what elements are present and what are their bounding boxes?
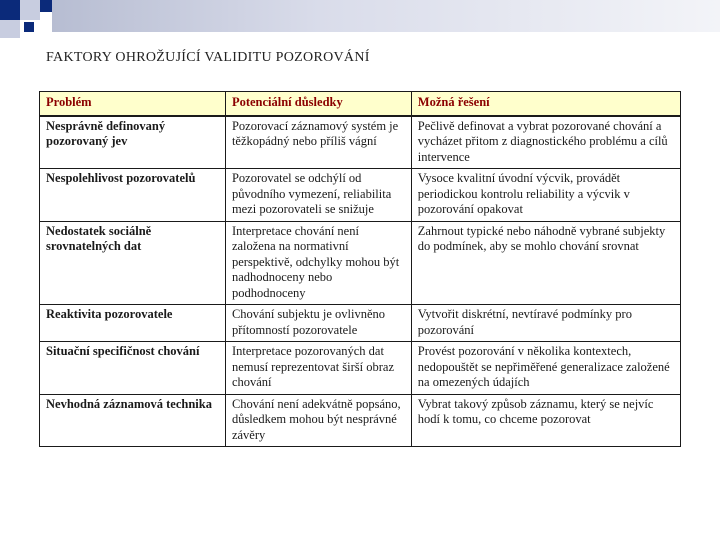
header-consequences: Potenciální důsledky bbox=[225, 92, 411, 116]
cell-solution: Vytvořit diskrétní, nevtíravé podmínky pro pozorování bbox=[411, 305, 680, 342]
page-title: FAKTORY OHROŽUJÍCÍ VALIDITU POZOROVÁNÍ bbox=[46, 50, 370, 65]
table-row bbox=[40, 221, 681, 305]
deco-square bbox=[0, 20, 20, 38]
deco-gradient-bar bbox=[52, 0, 720, 32]
cell-problem: Nedostatek sociálně srovnatelných dat bbox=[40, 221, 226, 305]
deco-square bbox=[40, 0, 52, 12]
cell-solution: Provést pozorování v několika kontextech, nedopouštět se nepřiměřené generalizace založené na omezených údajích bbox=[411, 342, 680, 395]
cell-consequence: Interpretace chování není založena na normativní perspektivě, odchylky mohou být nadhodnoceny nebo podhodnoceny bbox=[225, 221, 411, 305]
cell-problem: Nevhodná záznamová technika bbox=[40, 394, 226, 447]
cell-consequence: Pozorovatel se odchýlí od původního vymezení, reliabilita mezi pozorovateli se snižuje bbox=[225, 169, 411, 222]
header-problem: Problém bbox=[40, 92, 226, 116]
cell-problem: Reaktivita pozorovatele bbox=[40, 305, 226, 342]
header-solutions: Možná řešení bbox=[411, 92, 680, 116]
table-header-row bbox=[40, 92, 681, 116]
deco-square bbox=[0, 0, 20, 20]
table-row bbox=[40, 305, 681, 342]
table-row bbox=[40, 342, 681, 395]
validity-factors-table bbox=[39, 91, 681, 447]
deco-square bbox=[24, 22, 34, 32]
cell-problem: Situační specifičnost chování bbox=[40, 342, 226, 395]
deco-square bbox=[20, 0, 40, 20]
cell-solution: Vybrat takový způsob záznamu, který se nejvíc hodí k tomu, co chceme pozorovat bbox=[411, 394, 680, 447]
cell-problem: Nespolehlivost pozorovatelů bbox=[40, 169, 226, 222]
cell-solution: Zahrnout typické nebo náhodně vybrané subjekty do podmínek, aby se mohlo chování srovnat bbox=[411, 221, 680, 305]
cell-consequence: Chování subjektu je ovlivněno přítomností pozorovatele bbox=[225, 305, 411, 342]
table-row bbox=[40, 394, 681, 447]
table-row bbox=[40, 116, 681, 169]
decorative-header-squares bbox=[0, 0, 720, 40]
cell-solution: Pečlivě definovat a vybrat pozorované chování a vycházet přitom z diagnostického problému a cílů intervence bbox=[411, 116, 680, 169]
cell-consequence: Interpretace pozorovaných dat nemusí reprezentovat širší obraz chování bbox=[225, 342, 411, 395]
cell-consequence: Pozorovací záznamový systém je těžkopádný nebo příliš vágní bbox=[225, 116, 411, 169]
cell-problem: Nesprávně definovaný pozorovaný jev bbox=[40, 116, 226, 169]
cell-consequence: Chování není adekvátně popsáno, důsledkem mohou být nesprávné závěry bbox=[225, 394, 411, 447]
table-row bbox=[40, 169, 681, 222]
cell-solution: Vysoce kvalitní úvodní výcvik, provádět periodickou kontrolu reliability a výcvik v pozorování opakovat bbox=[411, 169, 680, 222]
